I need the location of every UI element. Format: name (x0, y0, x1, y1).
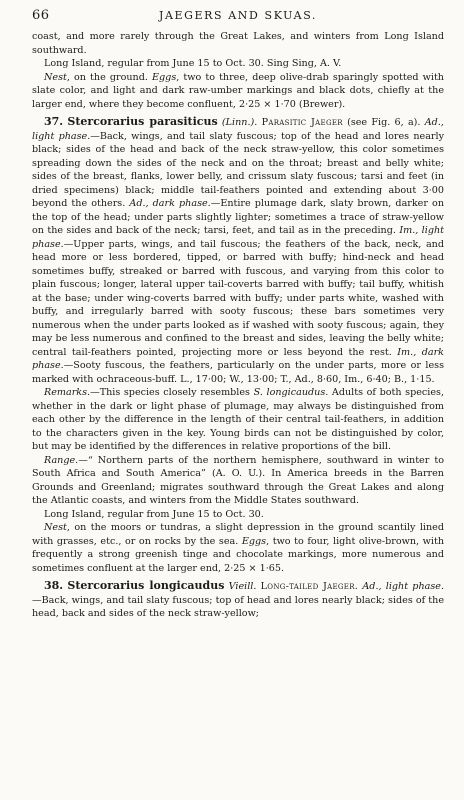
intro-paragraph (32, 30, 444, 57)
species-37-number: 37. (44, 115, 64, 128)
species-38-author: Vieill. (228, 581, 257, 592)
eggs-text: , two to three, deep olive-drab sparingly spotted with slate color, and light and dark raw-umber markings and black dots, chiefly at the larger end, where they become confluent, 2·25 × 1·70 (Brewer). (32, 71, 444, 110)
ad-dark-text: —Entire plumage dark, slaty brown, darker on the top of the head; under parts slightly lighter; sometimes a trace of straw-yellow on the sides and back of the neck; tarsi, feet, and tail as in the preceding. (32, 198, 444, 236)
im-dark-text: —Sooty fuscous, the feathers, particularly on the under parts, more or less marked with ochraceous-buff. L., 17·00; W., 13·00; T., Ad., 8·60, Im., 6·40; B., 1·15. (32, 360, 444, 385)
eggs-label: Eggs (241, 535, 267, 547)
page-header (32, 0, 444, 30)
nest-label: Nest (44, 522, 67, 533)
range-label: Range. (44, 454, 79, 466)
species-37-common-name: Parasitic Jaeger (261, 117, 343, 128)
intro-range-note (32, 57, 444, 71)
species-37-description (32, 115, 444, 386)
nest-text: , on the ground. (66, 71, 148, 83)
species-37-scientific-name: Stercorarius parasiticus (67, 115, 218, 128)
remarks-paragraph (32, 386, 444, 454)
nest-text: , on the moors or tundras, a slight depression in the ground scantily lined with grasses, etc., or on rocks by the sea. (32, 522, 444, 547)
im-light-label: Im., light phase. (32, 225, 444, 250)
range-note-text: Long Island, regular from June 15 to Oct. 30. Sing Sing, A. V. (44, 58, 342, 69)
eggs-text: , two to four, light olive-brown, with frequently a strong greenish tinge and chocolate markings, more numerous and sometimes confluent at the larger end, 2·25 × 1·65. (32, 535, 444, 574)
species-38-common-name: Long-tailed Jaeger. (260, 581, 359, 592)
ad-light-label: Ad., light phase. (362, 581, 444, 592)
remarks-text-b: Adults of both species, whether in the dark or light phase of plumage, may always be distinguished from each other by the difference in the length of their central tail-feathers, in addition to the characters given in the key. Young birds can not be distinguished by color, but may be identified by the differences in relative proportions of the bill. (32, 387, 444, 452)
page-body (32, 30, 444, 621)
species-37-author: (Linn.). (221, 117, 258, 128)
species-38-scientific-name: Stercorarius longicaudus (67, 579, 225, 592)
running-head: JAEGERS AND SKUAS. (158, 9, 318, 22)
species-38-number: 38. (44, 579, 64, 592)
ad-dark-label: Ad., dark phase. (129, 198, 211, 209)
intro-text: coast, and more rarely through the Great Lakes, and winters from Long Island southward. (32, 31, 444, 56)
page-number: 66 (32, 8, 50, 23)
species-37-nest-paragraph (32, 521, 444, 575)
eggs-label: Eggs (152, 71, 177, 83)
ad-light-label: Ad., light phase. (32, 117, 444, 142)
long-island-text: Long Island, regular from June 15 to Oct. 30. (44, 508, 264, 520)
ad-light-text: —Back, wings, and tail slaty fuscous; top of the head and lores nearly black; sides of the head and back of the neck straw-yellow, this color sometimes spreading down the sides of the neck and on the throat; breast and belly white; sides of the breast, flanks, lower belly, and crissum slaty fuscous; tarsi and feet (in dried specimens) black; middle tail-feathers pointed and extending about 3·00 beyond the others. (32, 130, 444, 209)
ad-light-text: —Back, wings, and tail slaty fuscous; top of head and lores nearly black; sides of the head, back and sides of the neck straw-yellow; (32, 594, 444, 619)
im-dark-label: Im., dark phase. (32, 346, 444, 371)
remarks-text-a: —This species closely resembles (90, 387, 254, 398)
range-text: —“ Northern parts of the northern hemisphere, southward in winter to South Africa and South America” (A. O. U.). In America breeds in the Barren Grounds and Greenland; migrates southward through the Great Lakes and along the Atlantic coasts, and winters from the Middle States southward. (32, 454, 444, 506)
species-38-description (32, 579, 444, 621)
long-island-note (32, 508, 444, 522)
intro-nest-paragraph (32, 71, 444, 112)
range-paragraph (32, 454, 444, 508)
species-37-fig-ref: (see Fig. 6, a). (347, 117, 421, 128)
remarks-species: S. longicaudus. (253, 387, 329, 398)
nest-label: Nest (44, 71, 67, 83)
im-light-text: —Upper parts, wings, and tail fuscous; the feathers of the back, neck, and head more or less bordered, tipped, or barred with buffy; hind-neck and head sometimes buffy, streaked or barred with fuscous, and varying from this color to plain fuscous; longer, lateral upper tail-coverts barred with buffy; tail buffy, whitish at the base; under wing-coverts barred with buffy; under parts white, washed with buffy, and irregularly barred with sooty fuscous; these bars sometimes very numerous when the under parts looked as if washed with sooty fuscous; again, they may be less numerous and confined to the breast and sides, leaving the belly white; central tail-feathers pointed, projecting more or less beyond the rest. (32, 238, 444, 358)
remarks-label: Remarks. (44, 387, 91, 398)
